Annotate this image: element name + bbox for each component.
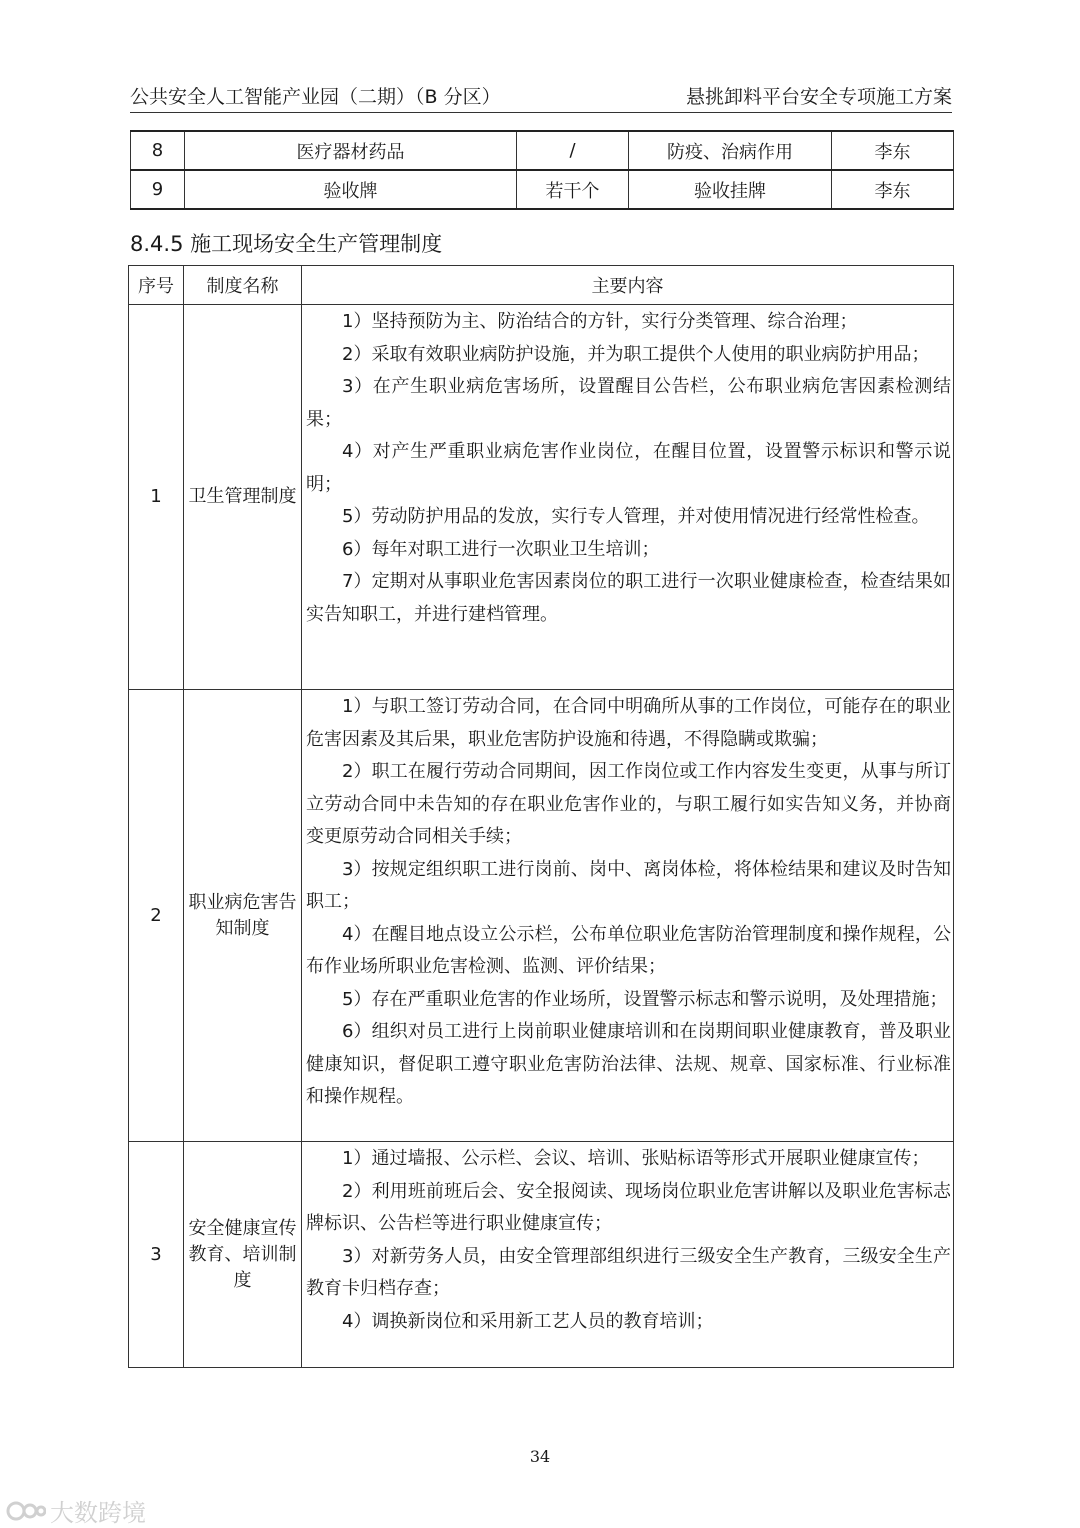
content-item: 5）劳动防护用品的发放，实行专人管理，并对使用情况进行经常性检查。 (342, 506, 930, 527)
content-item: 5）存在严重职业危害的作业场所，设置警示标志和警示说明，及处理措施； (342, 988, 948, 1010)
content-item: 1）与职工签订劳动合同，在合同中明确所从事的工作岗位，可能存在的职业危害因素及其后果，职业危害防护设施和待遇，不得隐瞒或欺骗； (306, 696, 951, 750)
equipment-table (130, 130, 954, 210)
content-item: 2）职工在履行劳动合同期间，因工作岗位或工作内容发生变更，从事与所订立劳动合同中未告知的存在职业危害作业的，与职工履行如实告知义务，并协商变更原劳动合同相关手续； (306, 761, 951, 847)
content-item: 1）坚持预防为主、防治结合的方针，实行分类管理、综合治理； (342, 311, 858, 332)
item-person: 李东 (832, 131, 954, 170)
header-name: 制度名称 (184, 266, 302, 305)
content-item: 3）在产生职业病危害场所，设置醒目公告栏，公布职业病危害因素检测结果； (306, 376, 951, 430)
content-item: 3）按规定组织职工进行岗前、岗中、离岗体检，将体检结果和建议及时告知职工； (306, 858, 951, 912)
content-item: 4）调换新岗位和采用新工艺人员的教育培训； (342, 1310, 714, 1332)
logo-icon (6, 1498, 46, 1524)
content-item: 4）对产生严重职业病危害作业岗位，在醒目位置，设置警示标识和警示说明； (306, 441, 951, 495)
page-header (130, 78, 952, 113)
table-header-row (129, 266, 954, 305)
content-item: 2）采取有效职业病防护设施，并为职工提供个人使用的职业病防护用品； (342, 343, 930, 365)
header-project-name: 公共安全人工智能产业园（二期）（B 分区） (130, 86, 501, 108)
system-content (302, 1142, 954, 1368)
table-row (129, 1142, 954, 1368)
item-person: 李东 (832, 170, 954, 209)
header-content: 主要内容 (302, 266, 954, 305)
item-quantity: / (517, 131, 629, 170)
content-item: 4）在醒目地点设立公示栏，公布单位职业危害防治管理制度和操作规程，公布作业场所职业危害检测、监测、评价结果； (306, 923, 951, 977)
content-item: 3）对新劳务人员，由安全管理部组织进行三级安全生产教育，三级安全生产教育卡归档存查； (306, 1245, 951, 1299)
table-row (131, 170, 954, 209)
system-content (302, 690, 954, 1142)
section-title: 8.4.5 施工现场安全生产管理制度 (130, 232, 443, 256)
row-number: 1 (129, 305, 184, 690)
row-number: 8 (131, 131, 185, 170)
row-number: 2 (129, 690, 184, 1142)
system-name: 卫生管理制度 (184, 305, 302, 690)
content-item: 1）通过墙报、公示栏、会议、培训、张贴标语等形式开展职业健康宣传； (342, 1148, 930, 1169)
header-document-title: 悬挑卸料平台安全专项施工方案 (685, 86, 952, 108)
management-system-table (128, 265, 954, 1368)
row-number: 9 (131, 170, 185, 209)
table-row (129, 305, 954, 690)
content-item: 2）利用班前班后会、安全报阅读、现场岗位职业危害讲解以及职业危害标志牌标识、公告栏等进行职业健康宣传； (306, 1180, 951, 1234)
header-no: 序号 (129, 266, 184, 305)
table-row (129, 690, 954, 1142)
item-quantity: 若干个 (517, 170, 629, 209)
content-item: 6）组织对员工进行上岗前职业健康培训和在岗期间职业健康教育，普及职业健康知识，督促职工遵守职业危害防治法律、法规、规章、国家标准、行业标准和操作规程。 (306, 1021, 951, 1107)
item-name: 验收牌 (185, 170, 517, 209)
system-name: 安全健康宣传教育、培训制度 (184, 1142, 302, 1368)
item-use: 防疫、治病作用 (629, 131, 832, 170)
system-name: 职业病危害告知制度 (184, 690, 302, 1142)
page-number: 34 (529, 1447, 551, 1466)
table-row (131, 131, 954, 170)
item-name: 医疗器材药品 (185, 131, 517, 170)
watermark-text: 大数跨境 (50, 1499, 146, 1527)
system-content (302, 305, 954, 690)
content-item: 6）每年对职工进行一次职业卫生培训； (342, 538, 660, 560)
content-item: 7）定期对从事职业危害因素岗位的职工进行一次职业健康检查，检查结果如实告知职工，并进行建档管理。 (306, 571, 951, 625)
row-number: 3 (129, 1142, 184, 1368)
watermark (6, 1493, 146, 1528)
item-use: 验收挂牌 (629, 170, 832, 209)
